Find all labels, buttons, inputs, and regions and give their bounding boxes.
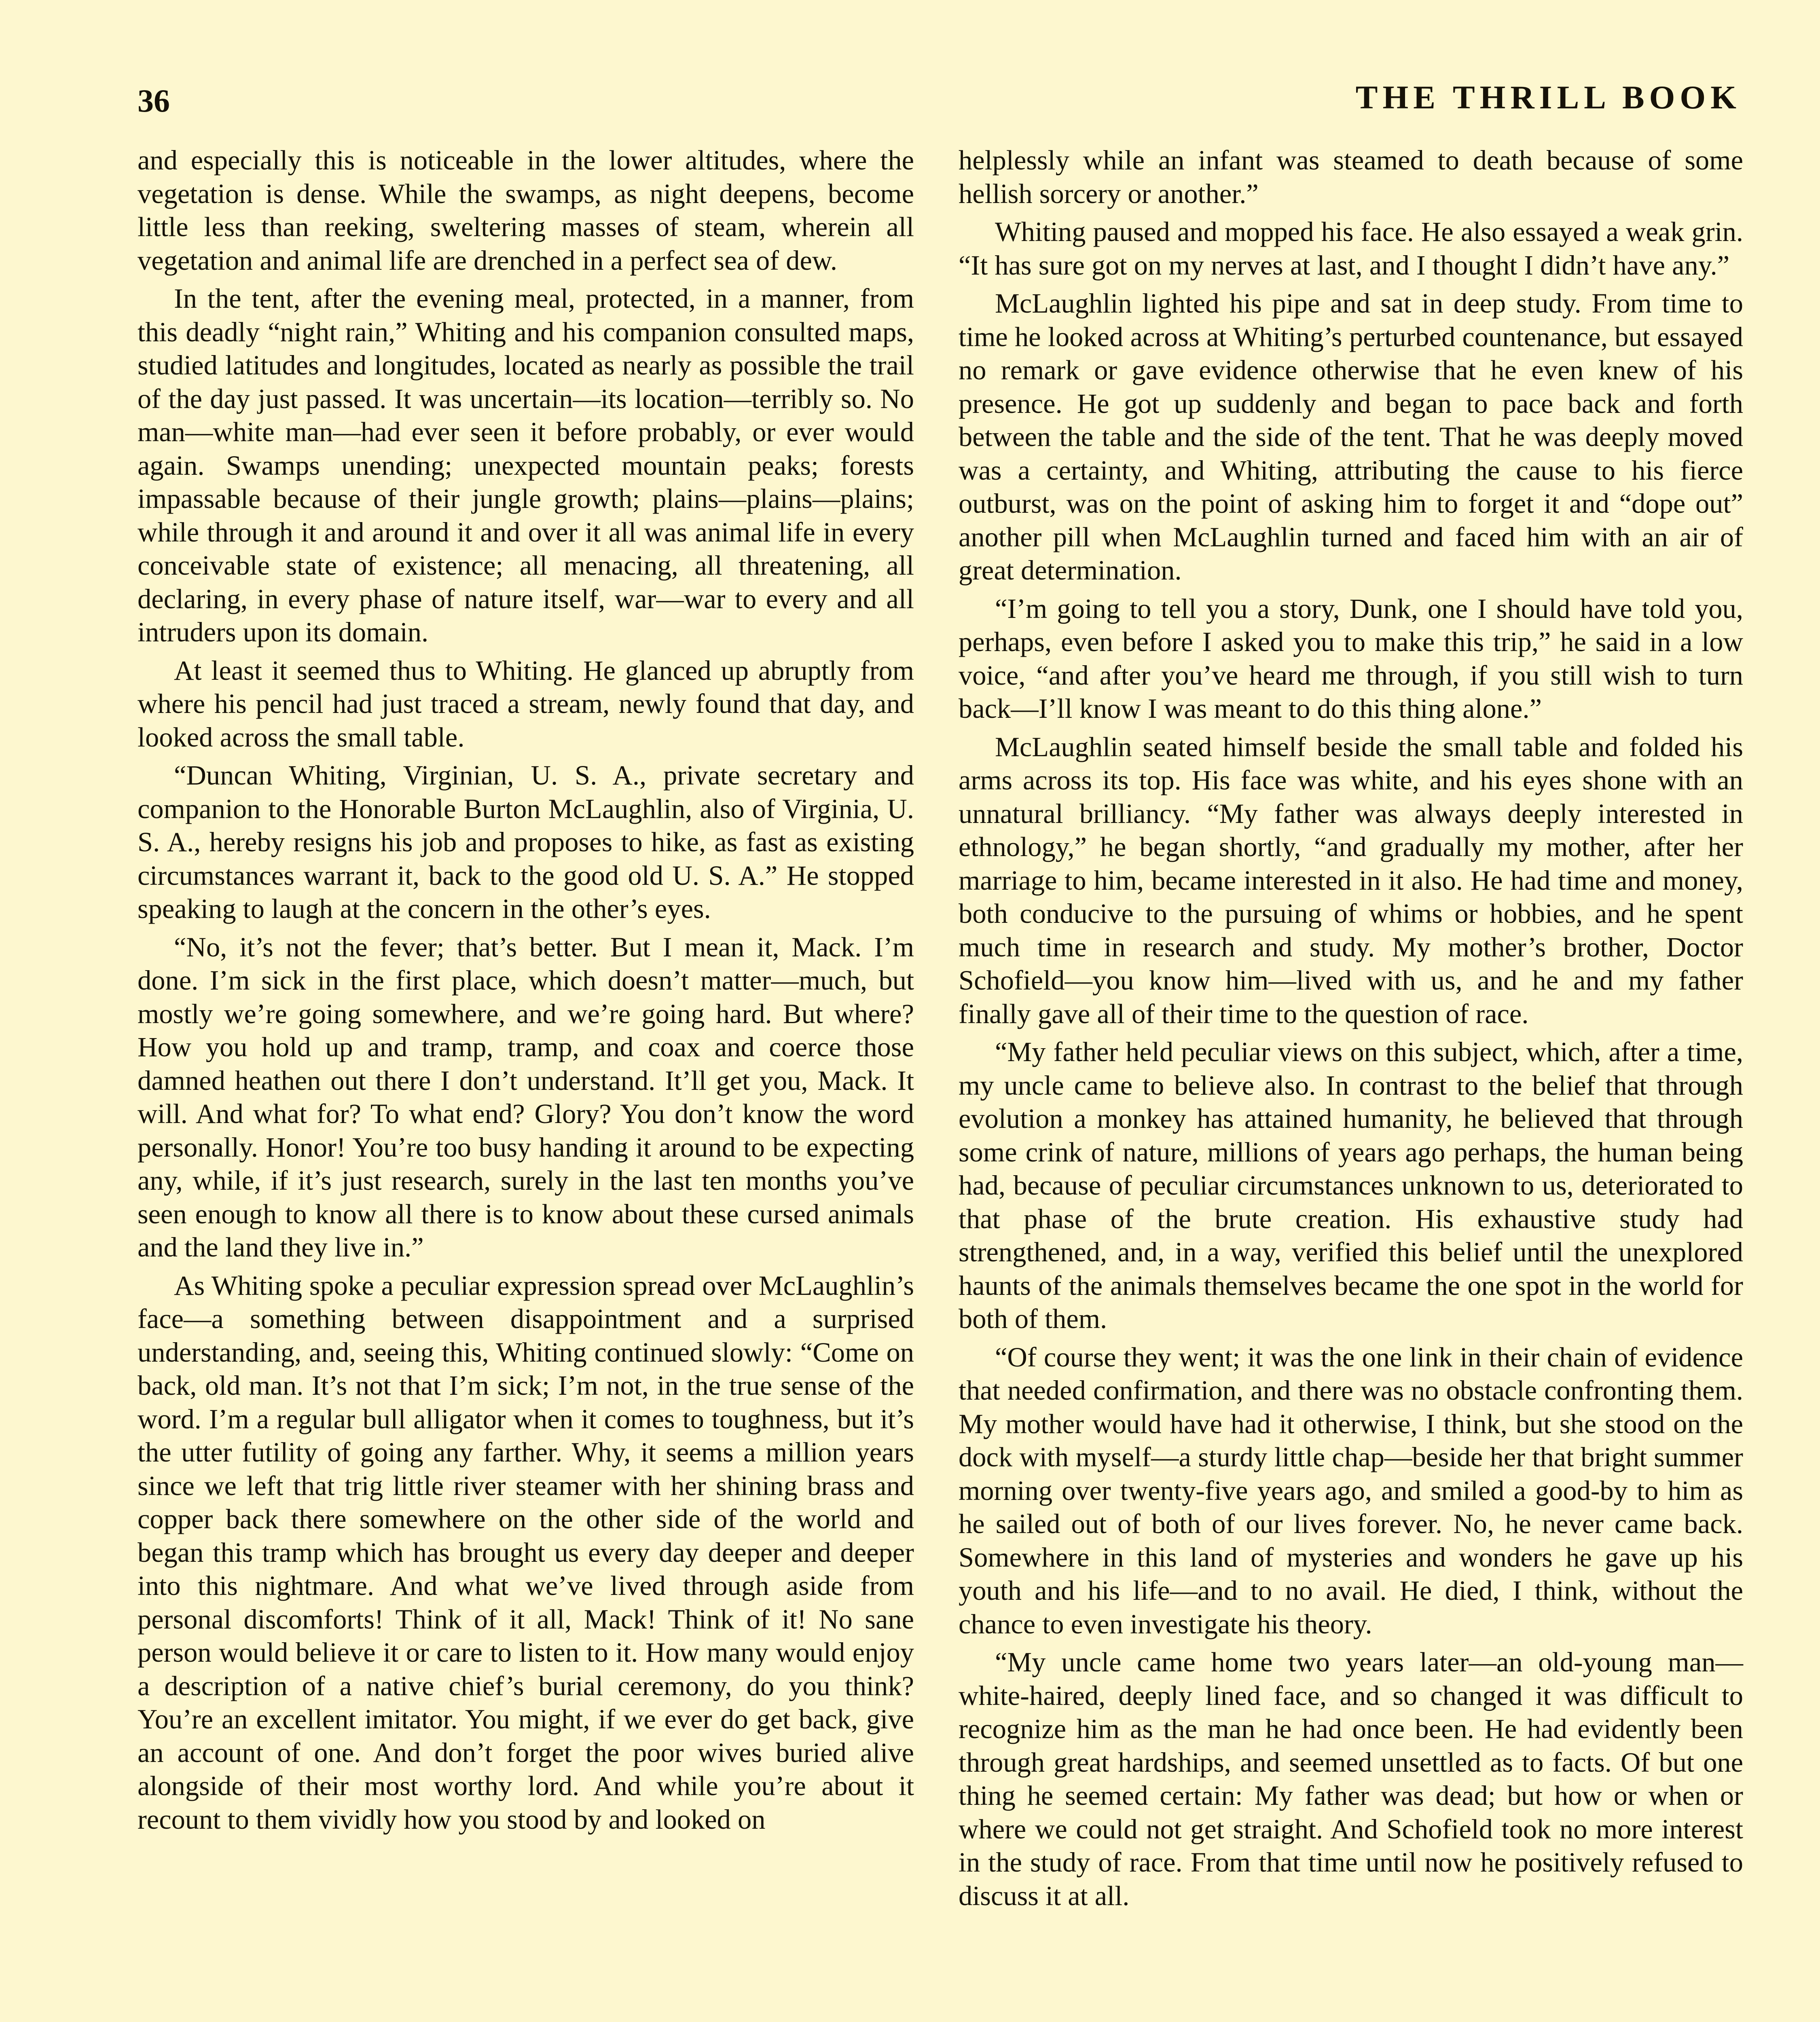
paragraph: As Whiting spoke a peculiar expression spread over McLaughlin’s face—a something between disappointment and a surprised understanding, and, seeing this, Whiting continued slowly: “Come on back, old man. It’s not that I’m sick; I’m not, in the true sense of the word. I’m a regular bull alligator when it comes to toughness, but it’s the utter futility of going any farther. Why, it seems a million years since we left that trig little river steamer with her shining brass and copper back there somewhere on the other side of the world and began this tramp which has brought us every day deeper and deeper into this nightmare. And what we’ve lived through aside from personal discomforts! Think of it all, Mack! Think of it! No sane person would believe it or care to listen to it. How many would enjoy a description of a native chief’s burial ceremony, do you think? You’re an excellent imitator. You might, if we ever do get back, give an account of one. And don’t forget the poor wives buried alive alongside of their most worthy lord. And while you’re about it recount to them vividly how you stood by and looked on bbox=[138, 1270, 914, 1835]
paragraph: “My uncle came home two years later—an old-young man—white-haired, deeply lined face, and so changed it was difficult to recognize him as the man he had once been. He had evidently been through great hardships, and seemed unsettled as to facts. Of but one thing he seemed certain: My father was dead; but how or when or where we could not get straight. And Schofield took no more interest in the study of race. From that time until now he positively refused to discuss it at all. bbox=[959, 1647, 1743, 1911]
right-column bbox=[959, 144, 1743, 1917]
paragraph: helplessly while an infant was steamed to death because of some hellish sorcery or another.” bbox=[959, 145, 1743, 209]
paragraph: “My father held peculiar views on this subject, which, after a time, my uncle came to believe also. In contrast to the belief that through evolution a monkey has attained humanity, he believed that through some crink of nature, millions of years ago perhaps, the human being had, because of peculiar circumstances unknown to us, deteriorated to that phase of the brute creation. His exhaustive study had strengthened, and, in a way, verified this belief until the unexplored haunts of the animals themselves became the one spot in the world for both of them. bbox=[959, 1036, 1743, 1334]
running-title: THE THRILL BOOK bbox=[1355, 79, 1741, 116]
paragraph: McLaughlin lighted his pipe and sat in deep study. From time to time he looked across at Whiting’s perturbed countenance, but essayed no remark or gave evidence otherwise that he even knew of his presence. He got up suddenly and began to pace back and forth between the table and the side of the tent. That he was deeply moved was a certainty, and Whiting, attributing the cause to his fierce outburst, was on the point of asking him to forget it and “dope out” another pill when McLaughlin turned and faced him with an air of great determination. bbox=[959, 288, 1743, 586]
paragraph: Whiting paused and mopped his face. He also essayed a weak grin. “It has sure got on my nerves at last, and I thought I didn’t have any.” bbox=[959, 216, 1743, 281]
paragraph: McLaughlin seated himself beside the small table and folded his arms across its top. His face was white, and his eyes shone with an unnatural brilliancy. “My father was always deeply interested in ethnology,” he began shortly, “and gradually my mother, after her marriage to him, became interested in it also. He had time and money, both conducive to the pursuing of whims or hobbies, and he spent much time in research and study. My mother’s brother, Doctor Schofield—you know him—lived with us, and he and my father finally gave all of their time to the question of race. bbox=[959, 731, 1743, 1029]
paragraph: and especially this is noticeable in the lower altitudes, where the vegetation is dense. While the swamps, as night deepens, become little less than reeking, sweltering masses of steam, wherein all vegetation and animal life are drenched in a perfect sea of dew. bbox=[138, 145, 914, 276]
paragraph: “Duncan Whiting, Virginian, U. S. A., private secretary and companion to the Honorable Burton McLaughlin, also of Virginia, U. S. A., hereby resigns his job and proposes to hike, as fast as existing circumstances warrant it, back to the good old U. S. A.” He stopped speaking to laugh at the concern in the other’s eyes. bbox=[138, 760, 914, 924]
paragraph: At least it seemed thus to Whiting. He glanced up abruptly from where his pencil had just traced a stream, newly found that day, and looked across the small table. bbox=[138, 655, 914, 753]
page-number: 36 bbox=[138, 83, 170, 119]
paragraph: “I’m going to tell you a story, Dunk, one I should have told you, perhaps, even before I asked you to make this trip,” he said in a low voice, “and after you’ve heard me through, if you still wish to turn back—I’ll know I was meant to do this thing alone.” bbox=[959, 593, 1743, 724]
paragraph: “No, it’s not the fever; that’s better. But I mean it, Mack. I’m done. I’m sick in the first place, which doesn’t matter—much, but mostly we’re going somewhere, and we’re going hard. But where? How you hold up and tramp, tramp, and coax and coerce those damned heathen out there I don’t understand. It’ll get you, Mack. It will. And what for? To what end? Glory? You don’t know the word personally. Honor! You’re too busy handing it around to be expecting any, while, if it’s just research, surely in the last ten months you’ve seen enough to know all there is to know about these cursed animals and the land they live in.” bbox=[138, 931, 914, 1263]
left-column bbox=[138, 144, 914, 1841]
paragraph: “Of course they went; it was the one link in their chain of evidence that needed confirmation, and there was no obstacle confronting them. My mother would have had it otherwise, I think, but she stood on the dock with myself—a sturdy little chap—beside her that bright summer morning over twenty-five years ago, and smiled a good-by to him as he sailed out of both of our lives forever. No, he never came back. Somewhere in this land of mysteries and wonders he gave up his youth and his life—and to no avail. He died, I think, without the chance to even investigate his theory. bbox=[959, 1341, 1743, 1639]
paragraph: In the tent, after the evening meal, protected, in a manner, from this deadly “night rain,” Whiting and his companion consulted maps, studied latitudes and longitudes, located as nearly as possible the trail of the day just passed. It was uncertain—its location—terribly so. No man—white man—had ever seen it before probably, or ever would again. Swamps unending; unexpected mountain peaks; forests impassable because of their jungle growth; plains—plains—plains; while through it and around it and over it all was animal life in every conceivable state of existence; all menacing, all threatening, all declaring, in every phase of nature itself, war—war to every and all intruders upon its domain. bbox=[138, 283, 914, 647]
